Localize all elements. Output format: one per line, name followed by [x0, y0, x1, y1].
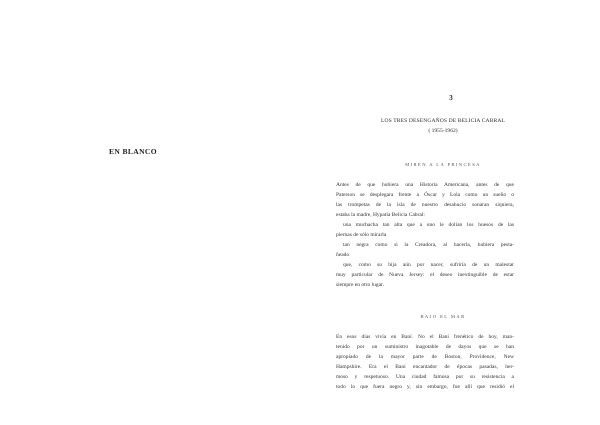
chapter-number: 3: [449, 94, 453, 102]
right-page: [300, 0, 600, 425]
section-title-miren-a-la-princesa: MIREN A LA PRINCESA: [405, 162, 481, 167]
paragraph-line: estaba la madre, Hypatía Belicia Cabral:: [336, 212, 425, 218]
section-title-bajo-el-mar: BAJO EL MAR: [420, 314, 466, 319]
paragraph-line: tan negra como si la Creadora, al hacerla, hubiera pesta-: [343, 242, 514, 248]
chapter-years: ( 1955-1962): [428, 128, 458, 134]
paragraph-line: una muchacha tan alta que a uno le dolían los huesos de las: [343, 222, 514, 228]
paragraph-line: siempre en otro lugar.: [336, 282, 384, 288]
blank-page-label: EN BLANCO: [109, 147, 157, 156]
paragraph-line: muy particular de Nueva Jersey: el deseo inextinguible de estar: [336, 272, 514, 278]
paragraph-line: ñeado: [336, 252, 350, 258]
paragraph-line: las trompetas de la isla de nuestro desahucio sonaran siquiera,: [336, 202, 514, 208]
paragraph-line: Antes de que hubiera una Historia Americana, antes de que: [336, 182, 514, 188]
paragraph-line: tenido por un suministro inagotable de dayos que se han: [336, 344, 514, 350]
paragraph-line: Paterson se desplegara frente a Óscar y Lola como un sueño o: [336, 192, 514, 198]
chapter-title: LOS TRES DESENGAÑOS DE BELICIA CABRAL: [380, 118, 506, 124]
paragraph-line: moso y respetuoso. Una ciudad famosa por su resistencia a: [336, 374, 514, 380]
paragraph-line: que, como su hija aún por nacer, sufriría de un malestar: [343, 262, 514, 268]
paragraph-line: Hampshire. Era el Baní encantador de épocas pasadas, her-: [336, 364, 514, 370]
paragraph-line: apropiado de la mayor parte de Boston, Providence, New: [336, 354, 514, 360]
paragraph-line: En esos días vivía en Baní. No el Baní frenético de hoy, man-: [336, 334, 514, 340]
paragraph-line: todo lo que fuera negro y, sin embargo, fue allí que residió el: [336, 384, 514, 390]
paragraph-line: piernas de sólo mirarla: [336, 232, 387, 238]
